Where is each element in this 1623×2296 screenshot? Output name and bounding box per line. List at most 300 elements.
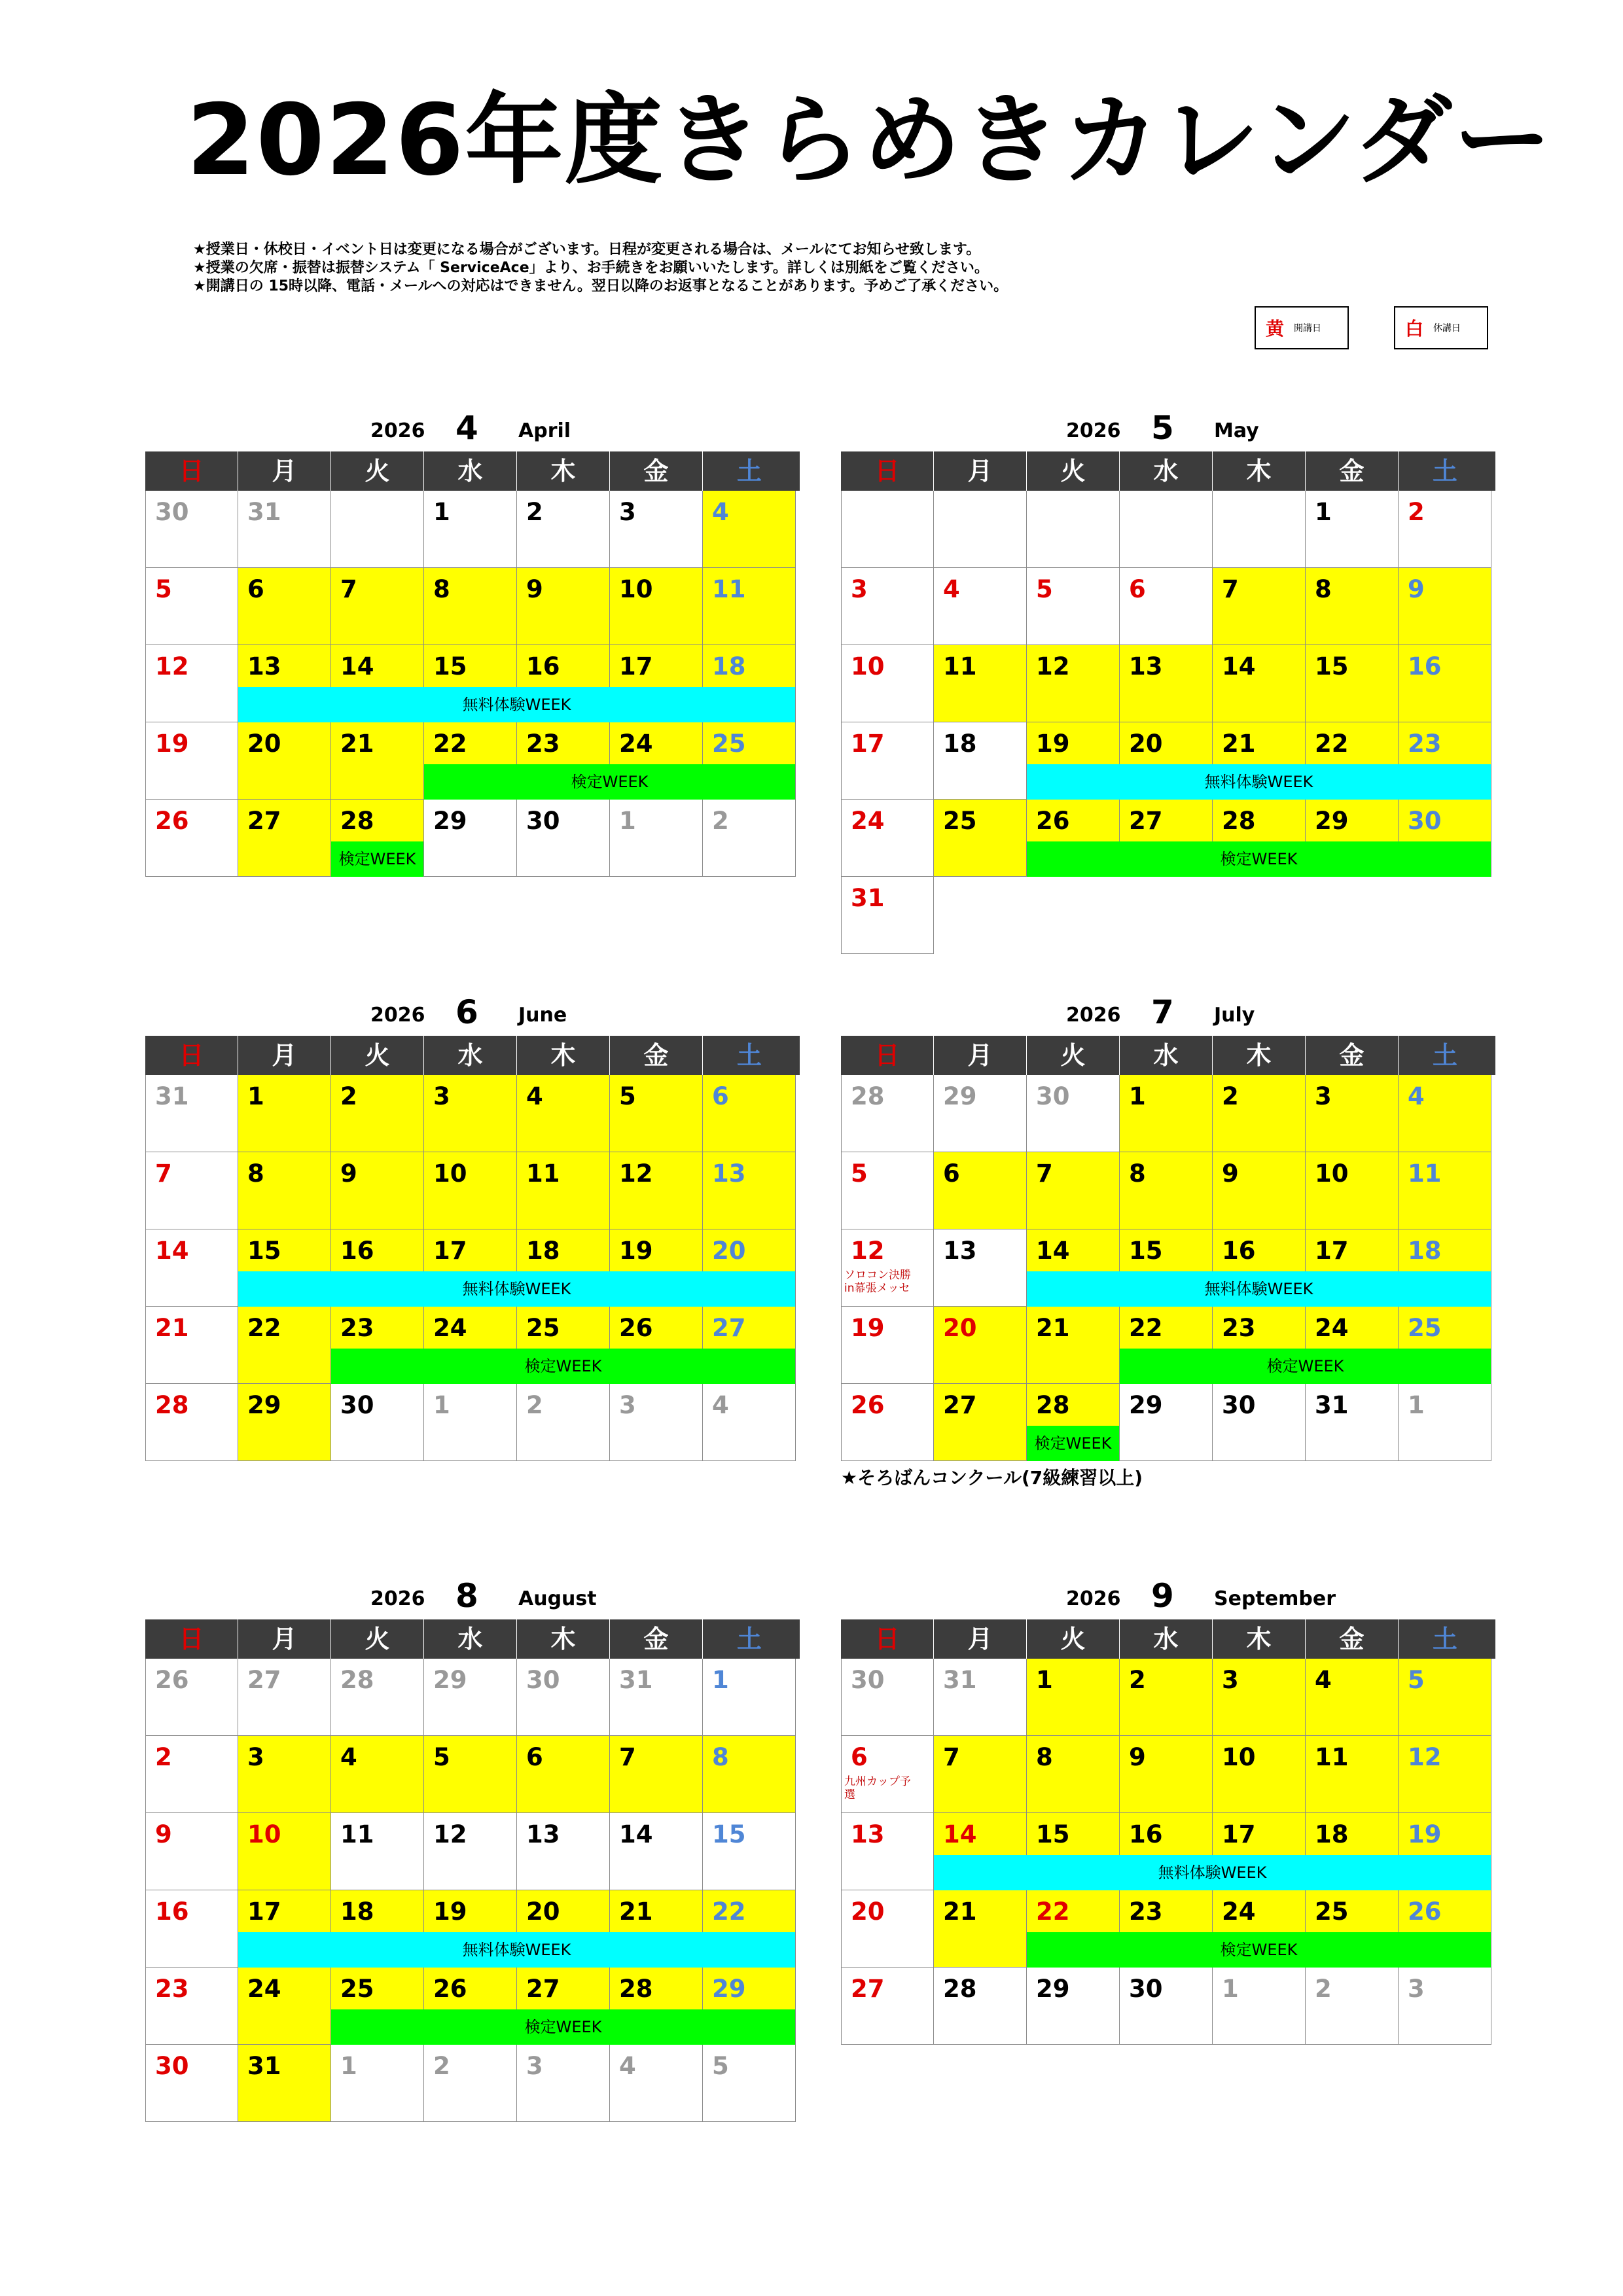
day-number: 10 — [619, 575, 653, 603]
weekday-label: 月 — [238, 1036, 331, 1075]
day-number: 19 — [1408, 1820, 1442, 1848]
day-cell — [841, 1968, 934, 2045]
day-cell — [331, 1075, 424, 1152]
week-row — [145, 1229, 800, 1307]
day-cell — [703, 800, 796, 877]
day-cell — [610, 491, 703, 568]
day-number: 5 — [1408, 1666, 1425, 1694]
day-cell — [145, 1229, 238, 1307]
day-number: 29 — [433, 807, 467, 835]
day-cell — [1399, 1152, 1491, 1229]
day-number: 28 — [1222, 807, 1256, 835]
day-number: 12 — [1408, 1743, 1442, 1771]
day-cell — [238, 1307, 331, 1384]
day-cell — [1213, 568, 1306, 645]
trial-week-band: 無料体験WEEK — [934, 1855, 1491, 1890]
weekday-label: 金 — [610, 1036, 703, 1075]
day-number: 20 — [1129, 730, 1163, 758]
day-number: 3 — [619, 498, 636, 526]
week-row — [841, 491, 1495, 568]
trial-week-band: 無料体験WEEK — [238, 687, 796, 722]
event-note: ソロコン決勝 in幕張メッセ — [844, 1269, 911, 1295]
month-header — [841, 993, 1495, 1033]
day-cell — [934, 1229, 1027, 1307]
day-number: 27 — [247, 1666, 281, 1694]
weekday-header — [841, 1036, 1495, 1075]
day-number: 22 — [1315, 730, 1349, 758]
day-cell — [1120, 568, 1213, 645]
day-cell — [1120, 1384, 1213, 1461]
day-cell — [238, 2045, 331, 2122]
exam-week-band: 検定WEEK — [1027, 841, 1491, 877]
day-number: 19 — [851, 1314, 885, 1342]
day-cell — [934, 1307, 1027, 1384]
note-line: ★授業の欠席・振替は振替システム「 ServiceAce」より、お手続きをお願いいたします。詳しくは別紙をご覧ください。 — [193, 260, 989, 276]
day-number: 25 — [712, 730, 746, 758]
day-cell — [934, 645, 1027, 722]
day-cell — [1399, 568, 1491, 645]
day-cell — [841, 1152, 934, 1229]
week-row — [145, 722, 800, 800]
month-number: 8 — [455, 1577, 478, 1615]
day-number: 25 — [1315, 1898, 1349, 1926]
day-number: 17 — [619, 652, 653, 680]
day-number: 13 — [1129, 652, 1163, 680]
day-cell — [145, 1307, 238, 1384]
day-number: 2 — [1408, 498, 1425, 526]
day-number: 23 — [340, 1314, 374, 1342]
day-number: 17 — [247, 1898, 281, 1926]
weekday-label: 火 — [1027, 1036, 1120, 1075]
day-number: 3 — [247, 1743, 264, 1771]
day-cell — [145, 1813, 238, 1890]
day-number: 1 — [1315, 498, 1332, 526]
day-number: 13 — [526, 1820, 560, 1848]
day-number: 7 — [619, 1743, 636, 1771]
month-grid — [145, 1619, 800, 2122]
weekday-label: 木 — [1213, 1619, 1306, 1659]
day-number: 16 — [340, 1237, 374, 1265]
trial-week-band: 無料体験WEEK — [238, 1271, 796, 1307]
day-cell — [1120, 1968, 1213, 2045]
day-number: 1 — [1222, 1975, 1239, 2003]
page-title: 2026年度きらめきカレンダー — [187, 84, 1553, 198]
day-cell — [517, 1075, 610, 1152]
week-row — [145, 1659, 800, 1736]
day-number: 22 — [712, 1898, 746, 1926]
day-number: 23 — [526, 730, 560, 758]
day-number: 4 — [619, 2052, 636, 2080]
month-grid — [145, 1036, 800, 1461]
day-cell — [517, 1659, 610, 1736]
day-number: 6 — [712, 1082, 729, 1110]
week-row — [145, 491, 800, 568]
day-cell — [934, 1384, 1027, 1461]
day-cell — [1399, 645, 1491, 722]
weekday-label: 金 — [1306, 1036, 1399, 1075]
weekday-label: 水 — [424, 1619, 517, 1659]
day-cell — [841, 1307, 934, 1384]
day-cell — [517, 800, 610, 877]
day-number: 23 — [1129, 1898, 1163, 1926]
weekday-label: 日 — [145, 1036, 238, 1075]
day-number: 23 — [155, 1975, 189, 2003]
day-cell — [1399, 1075, 1491, 1152]
day-cell — [331, 1152, 424, 1229]
day-number: 27 — [247, 807, 281, 835]
day-number: 17 — [1222, 1820, 1256, 1848]
day-cell — [1306, 1075, 1399, 1152]
day-number: 12 — [619, 1159, 653, 1188]
day-number: 5 — [155, 575, 172, 603]
day-cell — [331, 722, 424, 800]
day-cell — [1027, 1968, 1120, 2045]
day-number: 17 — [433, 1237, 467, 1265]
week-row — [841, 1968, 1495, 2045]
trial-week-band: 無料体験WEEK — [238, 1932, 796, 1968]
day-cell — [1399, 1736, 1491, 1813]
day-cell — [517, 1813, 610, 1890]
month-header — [841, 409, 1495, 448]
day-cell — [1120, 645, 1213, 722]
day-number: 3 — [1315, 1082, 1332, 1110]
weekday-label: 土 — [736, 457, 762, 486]
month-year: 2026 — [370, 1587, 425, 1610]
month-grid — [841, 1036, 1495, 1461]
day-number: 8 — [1036, 1743, 1053, 1771]
weekday-label: 日 — [145, 1619, 238, 1659]
week-row — [841, 800, 1495, 877]
day-number: 18 — [526, 1237, 560, 1265]
day-number: 5 — [712, 2052, 729, 2080]
day-number: 28 — [340, 807, 374, 835]
weekday-header — [145, 1619, 800, 1659]
day-cell — [331, 2045, 424, 2122]
month-year: 2026 — [370, 1004, 425, 1027]
day-number: 21 — [943, 1898, 977, 1926]
day-cell — [1120, 491, 1213, 568]
exam-week-band: 検定WEEK — [331, 2009, 796, 2045]
day-number: 26 — [155, 807, 189, 835]
day-number: 2 — [526, 498, 543, 526]
week-row — [841, 877, 1495, 954]
day-number: 16 — [1222, 1237, 1256, 1265]
day-cell — [841, 722, 934, 800]
day-cell — [517, 2045, 610, 2122]
day-number: 12 — [1036, 652, 1070, 680]
day-number: 6 — [247, 575, 264, 603]
day-cell — [1306, 568, 1399, 645]
day-cell — [331, 568, 424, 645]
day-number: 4 — [340, 1743, 357, 1771]
day-cell — [1399, 1384, 1491, 1461]
day-number: 27 — [712, 1314, 746, 1342]
day-number: 25 — [943, 807, 977, 835]
day-cell — [610, 1384, 703, 1461]
day-cell — [610, 800, 703, 877]
day-number: 7 — [943, 1743, 960, 1771]
day-number: 12 — [433, 1820, 467, 1848]
day-cell — [1306, 645, 1399, 722]
weekday-label: 木 — [517, 1619, 610, 1659]
day-cell — [610, 2045, 703, 2122]
day-cell — [331, 1659, 424, 1736]
month-english: April — [518, 419, 571, 442]
day-cell — [841, 800, 934, 877]
weekday-label: 月 — [238, 451, 331, 491]
legend-closed — [1394, 306, 1488, 349]
day-cell — [610, 568, 703, 645]
day-number: 4 — [1408, 1082, 1425, 1110]
day-number: 21 — [340, 730, 374, 758]
day-cell — [1027, 1152, 1120, 1229]
day-cell — [703, 1813, 796, 1890]
day-cell — [331, 491, 424, 568]
day-number: 17 — [851, 730, 885, 758]
day-number: 15 — [433, 652, 467, 680]
day-cell — [238, 800, 331, 877]
day-number: 27 — [943, 1391, 977, 1419]
week-row — [145, 1307, 800, 1384]
empty-cell — [1306, 877, 1399, 954]
day-number: 26 — [619, 1314, 653, 1342]
day-number: 23 — [1222, 1314, 1256, 1342]
day-cell — [841, 1075, 934, 1152]
day-number: 25 — [526, 1314, 560, 1342]
day-cell — [1306, 1736, 1399, 1813]
day-cell — [238, 491, 331, 568]
month-number: 6 — [455, 993, 478, 1031]
weekday-label: 火 — [1027, 1619, 1120, 1659]
day-number: 30 — [1129, 1975, 1163, 2003]
day-number: 31 — [247, 498, 281, 526]
day-cell — [703, 568, 796, 645]
day-number: 29 — [1315, 807, 1349, 835]
month-number: 9 — [1151, 1577, 1174, 1615]
day-number: 28 — [943, 1975, 977, 2003]
day-number: 21 — [155, 1314, 189, 1342]
month-year: 2026 — [1066, 1587, 1121, 1610]
day-cell — [424, 1813, 517, 1890]
day-number: 11 — [1315, 1743, 1349, 1771]
day-cell — [1213, 1384, 1306, 1461]
day-cell — [145, 800, 238, 877]
day-cell — [934, 1736, 1027, 1813]
week-row — [841, 645, 1495, 722]
day-cell — [145, 1736, 238, 1813]
day-cell — [610, 1813, 703, 1890]
day-number: 11 — [526, 1159, 560, 1188]
day-number: 9 — [526, 575, 543, 603]
day-cell — [841, 1813, 934, 1890]
day-number: 27 — [526, 1975, 560, 2003]
day-cell — [145, 491, 238, 568]
day-number: 31 — [247, 2052, 281, 2080]
day-cell — [238, 1736, 331, 1813]
day-cell — [934, 1968, 1027, 2045]
day-number: 4 — [526, 1082, 543, 1110]
exam-week-band: 検定WEEK — [424, 764, 796, 800]
day-number: 31 — [619, 1666, 653, 1694]
day-cell — [1120, 1075, 1213, 1152]
day-cell — [238, 1384, 331, 1461]
week-row — [841, 722, 1495, 800]
day-number: 9 — [155, 1820, 172, 1848]
weekday-label: 金 — [610, 451, 703, 491]
month-english: May — [1214, 419, 1259, 442]
day-number: 20 — [247, 730, 281, 758]
day-cell — [841, 1229, 934, 1307]
day-number: 18 — [712, 652, 746, 680]
day-number: 1 — [247, 1082, 264, 1110]
day-number: 10 — [1222, 1743, 1256, 1771]
day-cell — [1213, 1736, 1306, 1813]
day-number: 10 — [1315, 1159, 1349, 1188]
day-cell — [1027, 1307, 1120, 1384]
weekday-label: 日 — [841, 451, 934, 491]
day-cell — [1027, 568, 1120, 645]
day-cell — [145, 2045, 238, 2122]
day-cell — [703, 2045, 796, 2122]
day-cell — [145, 1968, 238, 2045]
exam-week-band: 検定WEEK — [1027, 1426, 1120, 1461]
day-cell — [703, 1659, 796, 1736]
week-row — [841, 1736, 1495, 1813]
day-number: 30 — [526, 807, 560, 835]
legend-color-label: 白 — [1404, 318, 1423, 340]
weekday-label: 土 — [1432, 1041, 1457, 1070]
day-cell — [517, 491, 610, 568]
day-cell — [934, 800, 1027, 877]
weekday-label: 水 — [424, 1036, 517, 1075]
day-cell — [517, 1736, 610, 1813]
day-number: 6 — [943, 1159, 960, 1188]
day-number: 2 — [340, 1082, 357, 1110]
day-number: 10 — [247, 1820, 281, 1848]
day-number: 19 — [433, 1898, 467, 1926]
day-cell — [238, 1813, 331, 1890]
day-number: 3 — [1222, 1666, 1239, 1694]
day-number: 28 — [340, 1666, 374, 1694]
day-cell — [238, 722, 331, 800]
week-row — [841, 1307, 1495, 1384]
day-cell — [238, 1968, 331, 2045]
day-cell — [145, 645, 238, 722]
day-number: 29 — [712, 1975, 746, 2003]
day-cell — [934, 1659, 1027, 1736]
day-number: 8 — [1315, 575, 1332, 603]
month-year: 2026 — [370, 419, 425, 442]
day-cell — [610, 1659, 703, 1736]
week-row — [841, 1813, 1495, 1890]
day-number: 14 — [155, 1237, 189, 1265]
day-number: 30 — [1222, 1391, 1256, 1419]
day-number: 11 — [340, 1820, 374, 1848]
notes — [193, 241, 1008, 296]
day-cell — [331, 1384, 424, 1461]
day-number: 22 — [247, 1314, 281, 1342]
day-cell — [238, 1075, 331, 1152]
empty-cell — [1213, 877, 1306, 954]
day-number: 2 — [1129, 1666, 1146, 1694]
day-cell — [1306, 1968, 1399, 2045]
day-cell — [1213, 1152, 1306, 1229]
week-row — [145, 1736, 800, 1813]
weekday-label: 火 — [1027, 451, 1120, 491]
event-note: 九州カップ予 選 — [844, 1775, 911, 1801]
day-number: 24 — [247, 1975, 281, 2003]
day-cell — [145, 1659, 238, 1736]
day-cell — [1213, 1075, 1306, 1152]
day-number: 1 — [1408, 1391, 1425, 1419]
week-row — [145, 1075, 800, 1152]
empty-cell — [1027, 877, 1120, 954]
weekday-label: 金 — [1306, 1619, 1399, 1659]
day-number: 12 — [155, 652, 189, 680]
day-cell — [934, 491, 1027, 568]
day-number: 24 — [1315, 1314, 1349, 1342]
day-cell — [841, 1659, 934, 1736]
day-cell — [424, 1659, 517, 1736]
week-row — [841, 1229, 1495, 1307]
day-number: 7 — [155, 1159, 172, 1188]
day-number: 11 — [1408, 1159, 1442, 1188]
day-number: 27 — [851, 1975, 885, 2003]
day-number: 30 — [1036, 1082, 1070, 1110]
weekday-label: 月 — [934, 1036, 1027, 1075]
day-number: 20 — [943, 1314, 977, 1342]
event-footnote: ★そろばんコンクール(7級練習以上) — [841, 1467, 1143, 1489]
day-number: 21 — [1222, 730, 1256, 758]
day-number: 24 — [1222, 1898, 1256, 1926]
weekday-label: 日 — [841, 1619, 934, 1659]
day-number: 4 — [712, 498, 729, 526]
day-cell — [1399, 1659, 1491, 1736]
week-row — [841, 1075, 1495, 1152]
weekday-label: 木 — [517, 451, 610, 491]
day-number: 2 — [712, 807, 729, 835]
day-number: 5 — [1036, 575, 1053, 603]
day-cell — [934, 1152, 1027, 1229]
month-english: August — [518, 1587, 597, 1610]
weekday-label: 金 — [610, 1619, 703, 1659]
week-row — [145, 1968, 800, 2045]
day-number: 23 — [1408, 730, 1442, 758]
day-number: 29 — [247, 1391, 281, 1419]
day-number: 31 — [155, 1082, 189, 1110]
day-cell — [1399, 491, 1491, 568]
day-number: 24 — [851, 807, 885, 835]
week-row — [145, 1384, 800, 1461]
day-cell — [610, 1152, 703, 1229]
day-cell — [424, 1075, 517, 1152]
day-cell — [934, 568, 1027, 645]
day-cell — [703, 491, 796, 568]
weekday-label: 土 — [736, 1625, 762, 1653]
day-cell — [610, 1075, 703, 1152]
day-number: 21 — [1036, 1314, 1070, 1342]
day-number: 1 — [619, 807, 636, 835]
month-grid — [145, 451, 800, 877]
month-english: September — [1214, 1587, 1336, 1610]
day-number: 13 — [712, 1159, 746, 1188]
day-number: 27 — [1129, 807, 1163, 835]
trial-week-band: 無料体験WEEK — [1027, 764, 1491, 800]
day-cell — [1027, 491, 1120, 568]
day-number: 29 — [943, 1082, 977, 1110]
day-cell — [1120, 1659, 1213, 1736]
day-cell — [934, 1890, 1027, 1968]
